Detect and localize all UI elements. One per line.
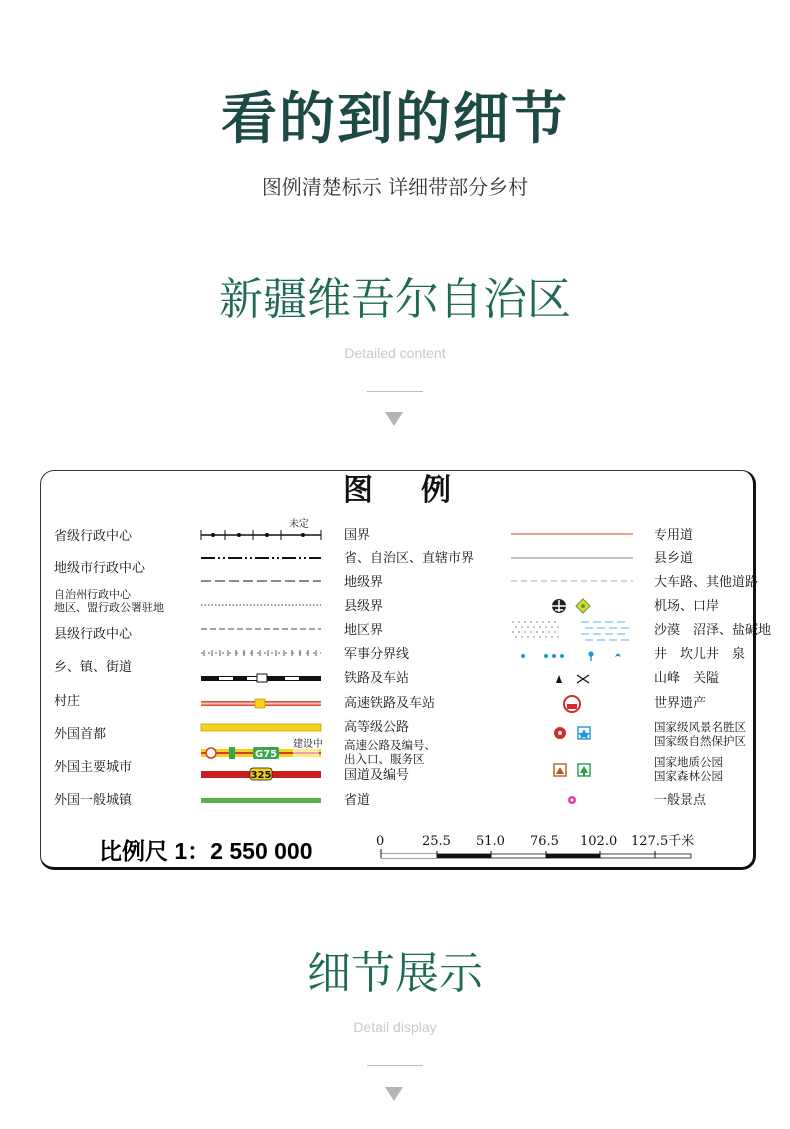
legend-label: 乡、镇、街道 [54,660,133,675]
section-subtitle-detail: Detail display [353,1019,437,1035]
legend-label: 自治州行政中心 [54,588,131,601]
legend-label: 军事分界线 [344,647,410,662]
scale-tick: 51.0 [476,834,505,849]
legend-label: 国家级风景名胜区 [654,720,746,734]
scenic-area-icon [554,727,566,739]
well-icons [521,651,621,661]
legend-label: 专用道 [654,528,694,543]
subline: 图例清楚标示 详细带部分乡村 [261,175,529,199]
legend-label: 高速公路及编号、 [344,738,436,752]
desert-icon [512,621,559,638]
legend-label: 省级行政中心 [54,529,133,544]
legend-label: 机场、口岸 [654,599,720,614]
swamp-icon [581,622,629,640]
pass-icon [577,675,589,683]
section-divider [367,391,423,392]
legend-label: 国道及编号 [344,768,410,783]
legend-label: 县乡道 [654,551,694,566]
legend-label: 地级市行政中心 [54,561,146,576]
legend-label: 世界遗产 [654,696,707,711]
airport-icon [552,599,566,613]
scale-tick: 25.5 [422,834,451,849]
legend-label: 省道 [344,793,371,808]
expressway-code: G75 [254,749,278,760]
legend-label: 高等级公路 [344,720,410,735]
scale-tick: 102.0 [580,834,618,849]
under-construction-label: 建设中 [293,739,323,750]
undetermined-label: 未定 [289,519,309,530]
legend-label: 县级行政中心 [54,627,133,642]
legend-label: 一般景点 [654,793,707,808]
legend-label: 山峰 关隘 [654,671,720,686]
nature-reserve-icon [578,727,590,739]
section-title-region: 新疆维吾尔自治区 [219,274,571,325]
legend-symbols [41,471,753,867]
down-arrow-icon [385,412,403,426]
mountain-peak-icon [556,675,562,683]
national-road-symbol [201,768,321,781]
legend-label: 国家森林公园 [654,769,723,783]
legend-label: 省、自治区、直辖市界 [344,551,475,566]
scale-tick: 127.5千米 [631,834,695,849]
scale-tick: 76.5 [530,834,559,849]
legend-label: 出入口、服务区 [344,752,425,766]
geopark-icon [554,764,566,776]
scale-bar [381,849,691,858]
legend-label: 村庄 [54,694,81,709]
legend-title: 图例 [343,473,499,508]
legend-label: 国界 [344,528,371,543]
down-arrow-icon [385,1087,403,1101]
port-icon [576,599,590,613]
national-border-symbol [201,530,321,540]
forest-park-icon [578,764,590,776]
section-divider [367,1065,423,1066]
legend-label: 沙漠 沼泽、盐碱地 [654,623,772,638]
headline: 看的到的细节 [221,87,569,152]
legend-label: 大车路、其他道路 [654,575,759,590]
legend-label: 外国首都 [54,727,107,742]
world-heritage-icon [564,696,580,712]
legend-label: 地级界 [344,575,384,590]
legend-label: 国家级自然保护区 [654,734,746,748]
section-subtitle-region: Detailed content [344,345,446,361]
legend-label: 地区、盟行政公署驻地 [54,601,164,614]
national-road-code: 325 [250,770,272,781]
military-line-symbol [201,650,321,656]
highway-symbol [201,724,321,731]
legend-image [40,470,772,870]
legend-label: 国家地质公园 [654,755,723,769]
legend-label: 高速铁路及车站 [344,696,436,711]
high-speed-railway-symbol [201,699,321,708]
general-scenic-spot-icon [568,796,576,804]
scale-label: 比例尺 1：2 550 000 [99,838,313,864]
railway-symbol [201,674,321,682]
section-title-detail: 细节展示 [307,948,483,999]
legend-label: 井 坎儿井 泉 [654,647,746,662]
scale-tick: 0 [376,834,385,849]
legend-label: 外国一般城镇 [54,793,133,808]
legend-label: 铁路及车站 [344,671,410,686]
provincial-road-symbol [201,798,321,803]
legend-label: 地区界 [344,623,384,638]
legend-label: 外国主要城市 [54,760,133,775]
legend-label: 县级界 [344,599,384,614]
